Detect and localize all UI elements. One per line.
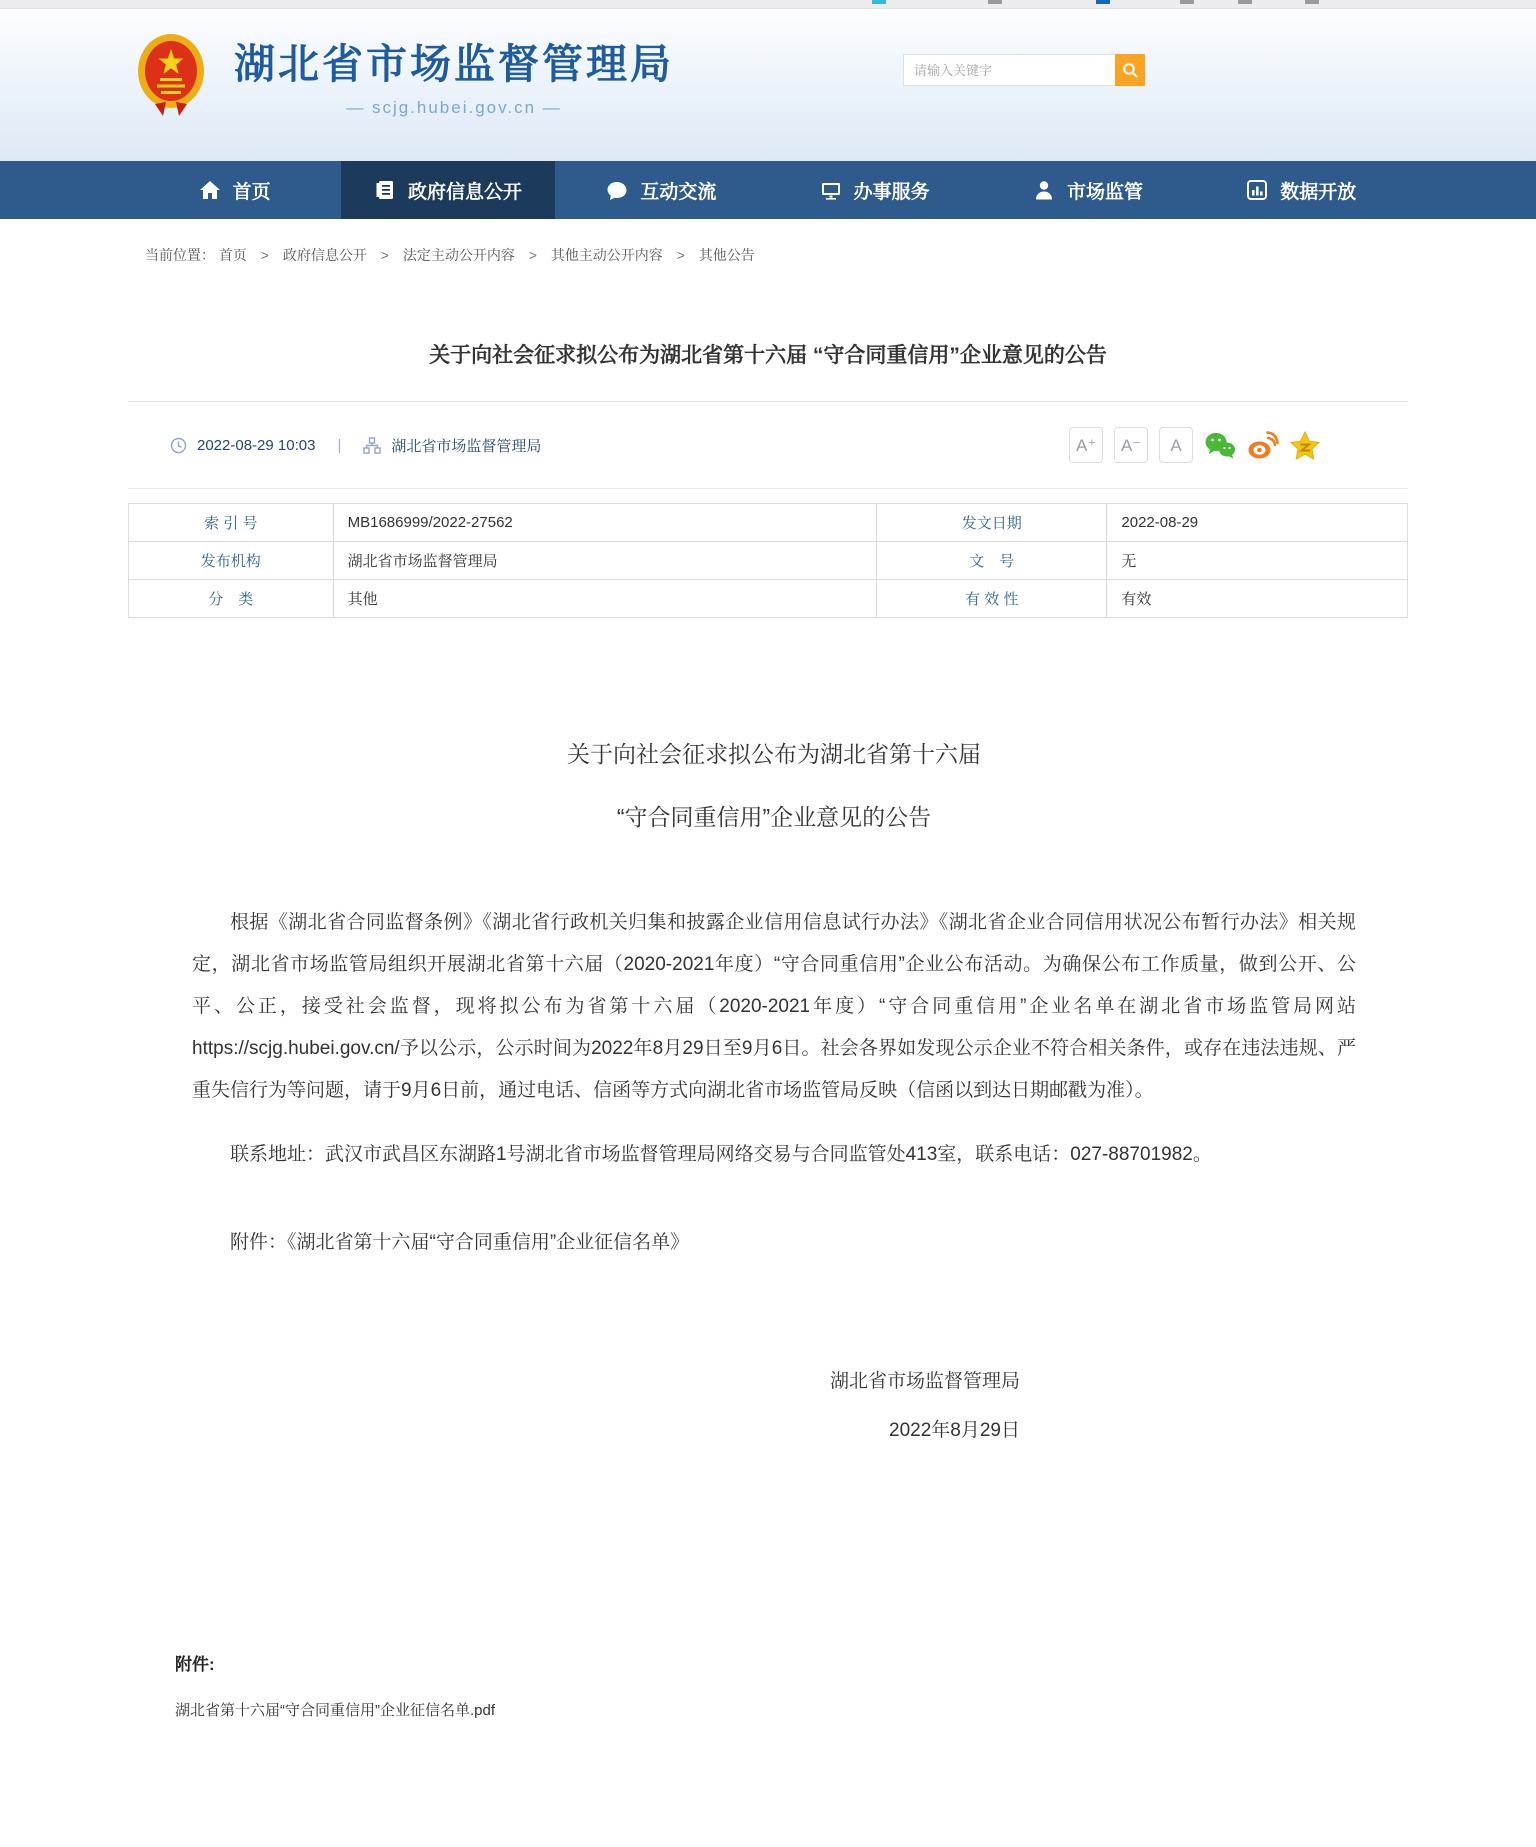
signature-name: 湖北省市场监督管理局 [829,1371,1020,1392]
top-utility-bar [0,0,1536,9]
site-domain: — scjg.hubei.gov.cn — [346,98,562,117]
info-value: 2022-08-29 [1107,504,1408,542]
person-badge-icon [1033,179,1055,201]
breadcrumb-link-other-notices[interactable]: 其他公告 [698,247,755,263]
wechat-share-button[interactable] [1204,432,1236,459]
nav-item-label: 数据开放 [1280,181,1357,203]
home-icon [199,179,221,201]
font-increase-button[interactable]: A⁺ [1069,427,1103,463]
info-label: 发布机构 [129,542,334,580]
search-button[interactable] [1115,54,1145,86]
breadcrumb-link-other-disclosure[interactable]: 其他主动公开内容 [550,247,663,263]
table-row [129,542,1408,580]
monitor-icon [820,179,842,201]
nav-item-label: 首页 [232,181,271,203]
bar-chart-icon [1246,179,1268,201]
article-title-line1: 关于向社会征求拟公布为湖北省第十六届 [567,741,981,767]
attachment-pdf-link[interactable]: 湖北省第十六届“守合同重信用”企业征信名单.pdf [175,1702,496,1719]
breadcrumb-separator: > [260,247,269,263]
page-title: 关于向社会征求拟公布为湖北省第十六届 “守合同重信用”企业意见的公告 [429,344,1107,367]
article-paragraph: 根据《湖北省合同监督条例》《湖北省行政机关归集和披露企业信用信息试行办法》《湖北省企业合同信用状况公布暂行办法》相关规定，湖北省市场监管局组织开展湖北省第十六届（2020-2021年度）“守合同重信用”企业公布活动。为确保公布工作质量，做到公开、公平、公正，接受社会监督，现将拟公布为省第十六届（2020-2021年度）“守合同重信用”企业名单在湖北省市场监管局网站https://scjg.hubei.gov.cn/予以公示，公示时间为2022年8月29日至9月6日。社会各界如发现公示企业不符合相关条件，或存在违法违规、严重失信行为等问题，请于9月6日前，通过电话、信函等方式向湖北省市场监管局反映（信函以到达日期邮戳为准）。 [192,912,1356,1101]
nav-item-gov-info[interactable] [341,161,554,219]
table-row [129,504,1408,542]
divider [128,488,1408,489]
article-meta-row [128,402,1408,488]
weibo-share-button[interactable] [1247,430,1279,460]
publish-datetime: 2022-08-29 10:03 [197,436,316,454]
breadcrumb-separator: > [528,247,537,263]
site-header [0,9,1536,161]
info-label: 发文日期 [877,504,1107,542]
search-input[interactable] [903,54,1115,86]
nav-item-label: 办事服务 [853,181,930,203]
table-row [129,580,1408,618]
article-title-line2: “守合同重信用”企业意见的公告 [616,804,932,830]
article-page [0,339,1536,1750]
document-icon [374,179,396,201]
signature-date: 2022年8月29日 [889,1420,1020,1441]
search-box [903,54,1145,86]
nav-item-home[interactable] [128,161,341,219]
weibo-icon [1247,430,1279,460]
breadcrumb-label: 当前位置： [145,247,215,263]
info-label: 索 引 号 [129,504,334,542]
top-bar-separator [1180,0,1194,4]
article-paragraph: 附件：《湖北省第十六届“守合同重信用”企业征信名单》 [230,1232,690,1253]
breadcrumb-link-statutory-disclosure[interactable]: 法定主动公开内容 [402,247,515,263]
info-value: 无 [1107,542,1408,580]
top-bar-tick [872,0,886,4]
meta-divider: | [337,436,342,454]
publish-source: 湖北省市场监督管理局 [391,437,542,455]
signature-block [192,1366,1356,1442]
breadcrumb-link-home[interactable]: 首页 [218,247,247,263]
info-label: 有 效 性 [877,580,1107,618]
nav-item-label: 市场监管 [1066,181,1143,203]
breadcrumb-separator: > [380,247,389,263]
star-icon [1290,431,1320,460]
breadcrumb-link-gov-info[interactable]: 政府信息公开 [282,247,367,263]
top-bar-tick [1096,0,1110,4]
font-reset-button[interactable]: A [1159,427,1193,463]
top-bar-separator [988,0,1002,4]
info-label: 分 类 [129,580,334,618]
clock-icon [170,437,187,454]
attachment-label: 附件: [175,1655,215,1674]
info-value: 其他 [333,580,877,618]
document-info-table [128,503,1408,618]
favorite-star-button[interactable] [1290,431,1320,460]
nav-item-label: 互动交流 [640,181,717,203]
nav-item-services[interactable] [768,161,981,219]
top-bar-separator [1238,0,1252,4]
nav-item-label: 政府信息公开 [407,181,522,203]
breadcrumb-separator: > [676,247,685,263]
info-label: 文 号 [877,542,1107,580]
site-title: 湖北省市场监督管理局 [234,41,674,87]
nav-item-market-regulation[interactable] [981,161,1194,219]
search-icon [1122,62,1139,79]
nav-item-open-data[interactable] [1195,161,1408,219]
info-value: 湖北省市场监督管理局 [333,542,877,580]
national-emblem-logo [136,33,206,117]
wechat-icon [1204,432,1236,459]
site-brand[interactable] [136,31,674,118]
organization-icon [363,437,381,454]
info-value: MB1686999/2022-27562 [333,504,877,542]
main-navigation [0,161,1536,219]
info-value: 有效 [1107,580,1408,618]
article-paragraph: 联系地址：武汉市武昌区东湖路1号湖北省市场监督管理局网络交易与合同监管处413室，联系电话：027-88701982。 [230,1144,1212,1165]
top-bar-separator [1305,0,1319,4]
font-decrease-button[interactable]: A⁻ [1114,427,1148,463]
breadcrumb [128,245,1408,265]
nav-item-interaction[interactable] [555,161,768,219]
article-body [128,736,1408,1442]
chat-icon [606,179,628,201]
attachment-section [128,1650,1408,1750]
